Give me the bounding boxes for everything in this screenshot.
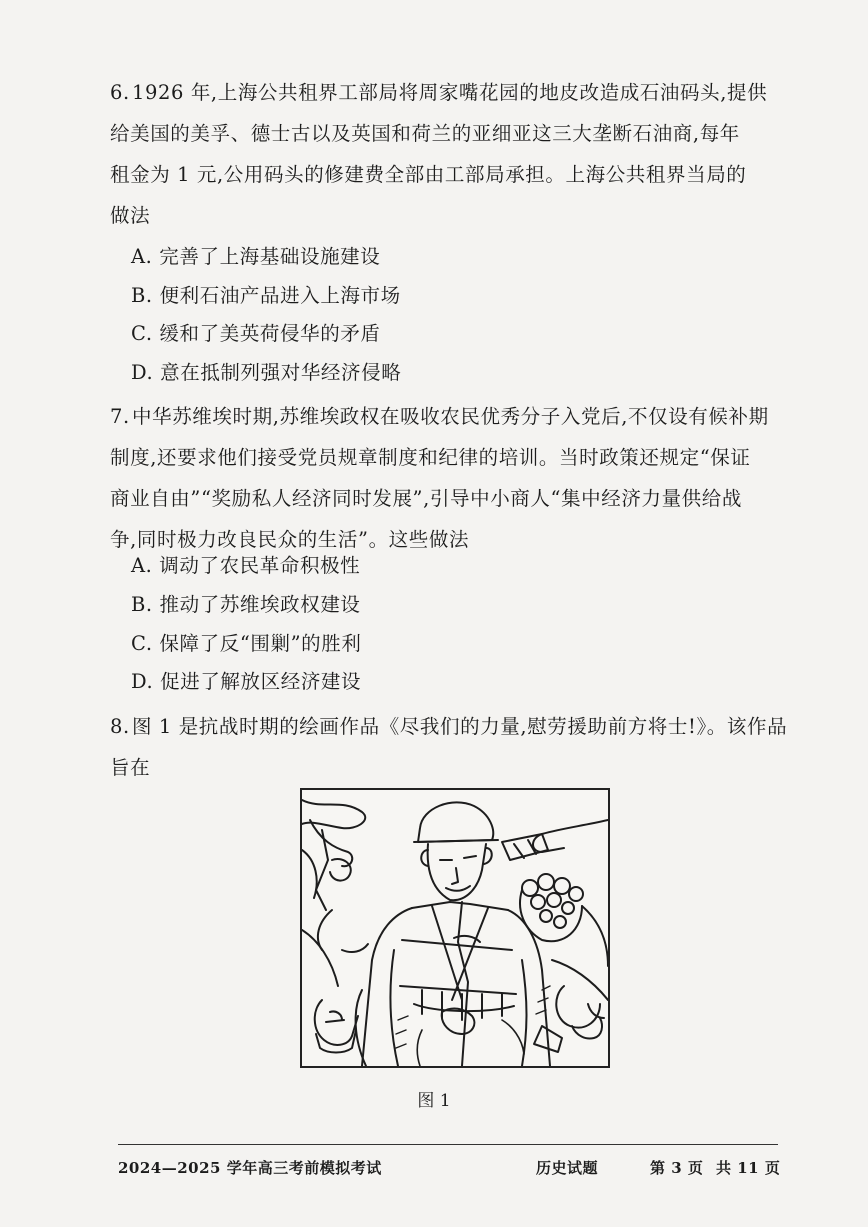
footer-exam-title: 2024—2025 学年高三考前模拟考试 — [118, 1159, 382, 1177]
option-a: A. 完善了上海基础设施建设 — [131, 245, 381, 268]
question-line: 租金为 1 元,公用码头的修建费全部由工部局承担。上海公共租界当局的 — [110, 163, 747, 186]
question-7 — [110, 396, 790, 560]
question-line: 做法 — [110, 204, 151, 227]
question-line: 1926 年,上海公共租界工部局将周家嘴花园的地皮改造成石油码头,提供 — [132, 81, 768, 104]
option-b: B. 推动了苏维埃政权建设 — [131, 593, 361, 616]
option-d: D. 促进了解放区经济建设 — [131, 670, 362, 693]
footer-page-number: 第 3 页 — [650, 1159, 704, 1177]
question-number: 7. — [110, 405, 130, 428]
option-d: D. 意在抵制列强对华经济侵略 — [131, 361, 402, 384]
question-line: 图 1 是抗战时期的绘画作品《尽我们的力量,慰劳援助前方将士!》。该作品 — [132, 715, 788, 738]
footer-subject: 历史试题 — [536, 1159, 599, 1177]
footer-divider — [118, 1144, 778, 1145]
question-line: 中华苏维埃时期,苏维埃政权在吸收农民优秀分子入党后,不仅设有候补期 — [132, 405, 769, 428]
question-line: 给美国的美孚、德士古以及英国和荷兰的亚细亚这三大垄断石油商,每年 — [110, 122, 740, 145]
soldier-illustration — [302, 790, 608, 1066]
figure-1-illustration — [300, 788, 610, 1068]
figure-caption: 图 1 — [417, 1091, 451, 1111]
footer-total-pages: 共 11 页 — [716, 1159, 781, 1177]
option-a: A. 调动了农民革命积极性 — [131, 554, 361, 577]
option-c: C. 缓和了美英荷侵华的矛盾 — [131, 322, 381, 345]
question-8 — [110, 706, 790, 788]
question-number: 6. — [110, 81, 130, 104]
option-b: B. 便利石油产品进入上海市场 — [131, 284, 401, 307]
question-line: 争,同时极力改良民众的生活”。这些做法 — [110, 528, 470, 551]
question-line: 制度,还要求他们接受党员规章制度和纪律的培训。当时政策还规定“保证 — [110, 446, 751, 469]
question-line: 旨在 — [110, 756, 151, 779]
question-line: 商业自由”“奖励私人经济同时发展”,引导中小商人“集中经济力量供给战 — [110, 487, 742, 510]
question-6 — [110, 72, 790, 236]
option-c: C. 保障了反“围剿”的胜利 — [131, 632, 362, 655]
question-number: 8. — [110, 715, 130, 738]
